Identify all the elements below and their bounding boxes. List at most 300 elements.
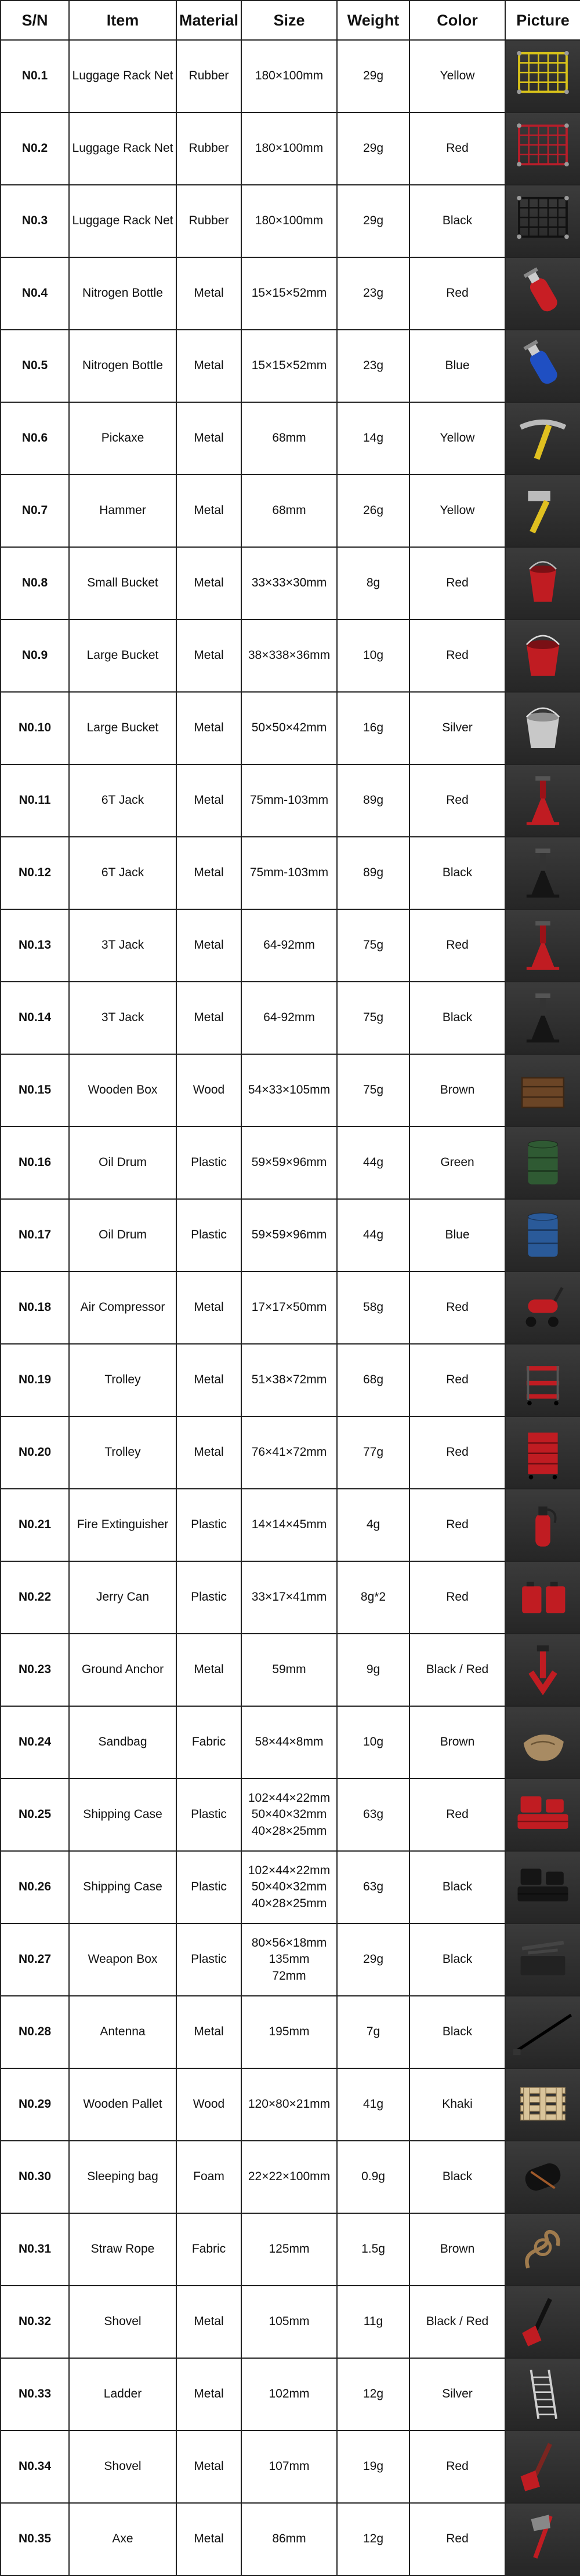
- cell-sn: N0.5: [1, 330, 69, 402]
- product-picture: [506, 475, 580, 546]
- cell-color: Khaki: [409, 2068, 505, 2141]
- cell-item: Jerry Can: [69, 1561, 176, 1634]
- product-picture: [506, 910, 580, 981]
- cell-size: [241, 1416, 337, 1489]
- cell-picture: [505, 1271, 580, 1344]
- cell-color: Black: [409, 1996, 505, 2068]
- header-color: Color: [409, 1, 505, 40]
- product-picture: [506, 765, 580, 836]
- product-picture: [506, 185, 580, 257]
- cell-sn: N0.19: [1, 1344, 69, 1416]
- product-picture: [506, 1634, 580, 1706]
- table-row: [1, 257, 580, 330]
- cell-size: [241, 2213, 337, 2286]
- cell-item: Hammer: [69, 475, 176, 547]
- cell-sn: N0.27: [1, 1923, 69, 1996]
- cell-weight: 68g: [337, 1344, 409, 1416]
- cell-size: [241, 909, 337, 982]
- cell-item: Shipping Case: [69, 1779, 176, 1851]
- cell-sn: N0.28: [1, 1996, 69, 2068]
- cell-picture: [505, 692, 580, 764]
- cell-weight: 1.5g: [337, 2213, 409, 2286]
- size-line: 40×28×25mm: [251, 1824, 327, 1838]
- cell-item: 6T Jack: [69, 764, 176, 837]
- cell-weight: 9g: [337, 1634, 409, 1706]
- size-line: 75mm-103mm: [249, 793, 329, 807]
- cell-material: Metal: [176, 547, 241, 620]
- cell-weight: 11g: [337, 2286, 409, 2358]
- cell-weight: 63g: [337, 1851, 409, 1923]
- size-line: 50×50×42mm: [251, 721, 327, 735]
- cell-sn: N0.8: [1, 547, 69, 620]
- cell-weight: 29g: [337, 40, 409, 112]
- size-line: 40×28×25mm: [251, 1896, 327, 1910]
- pickaxe-icon: [506, 403, 580, 474]
- straw-rope-icon: [506, 2214, 580, 2285]
- cell-weight: 10g: [337, 620, 409, 692]
- cell-weight: 29g: [337, 112, 409, 185]
- cell-item: Air Compressor: [69, 1271, 176, 1344]
- cell-item: Pickaxe: [69, 402, 176, 475]
- oil-drum-green-icon: [506, 1127, 580, 1198]
- cell-item: Wooden Box: [69, 1054, 176, 1127]
- cell-material: Metal: [176, 620, 241, 692]
- cell-sn: N0.31: [1, 2213, 69, 2286]
- cell-material: Rubber: [176, 40, 241, 112]
- size-line: 22×22×100mm: [248, 2170, 331, 2184]
- cell-material: Metal: [176, 402, 241, 475]
- cell-weight: 8g: [337, 547, 409, 620]
- cell-picture: [505, 2141, 580, 2213]
- header-material: Material: [176, 1, 241, 40]
- luggage-net-yellow-icon: [506, 41, 580, 112]
- cell-weight: 4g: [337, 1489, 409, 1561]
- cell-material: Metal: [176, 764, 241, 837]
- size-line: 59mm: [272, 1663, 306, 1677]
- cell-color: Red: [409, 2431, 505, 2503]
- trolley-large-icon: [506, 1417, 580, 1488]
- shipping-case-black-icon: [506, 1852, 580, 1923]
- product-picture: [506, 1852, 580, 1923]
- cell-item: Ladder: [69, 2358, 176, 2431]
- cell-material: Metal: [176, 475, 241, 547]
- cell-item: Luggage Rack Net: [69, 40, 176, 112]
- cell-color: Red: [409, 1561, 505, 1634]
- cell-weight: 23g: [337, 330, 409, 402]
- product-picture: [506, 982, 580, 1054]
- cell-material: Rubber: [176, 112, 241, 185]
- cell-item: Ground Anchor: [69, 1634, 176, 1706]
- cell-size: [241, 1127, 337, 1199]
- cell-weight: 89g: [337, 837, 409, 909]
- size-line: 80×56×18mm: [251, 1936, 327, 1950]
- product-picture: [506, 2214, 580, 2285]
- cell-size: [241, 40, 337, 112]
- cell-item: Large Bucket: [69, 692, 176, 764]
- cell-color: Red: [409, 1416, 505, 1489]
- size-line: 64-92mm: [263, 1011, 315, 1025]
- table-row: [1, 330, 580, 402]
- antenna-icon: [506, 1996, 580, 2068]
- cell-picture: [505, 2213, 580, 2286]
- header-picture: Picture: [505, 1, 580, 40]
- cell-item: Oil Drum: [69, 1127, 176, 1199]
- header-row: [1, 1, 580, 40]
- product-picture: [506, 2504, 580, 2575]
- cell-size: [241, 1199, 337, 1271]
- cell-item: Sleeping bag: [69, 2141, 176, 2213]
- size-line: 180×100mm: [255, 214, 324, 228]
- size-line: 180×100mm: [255, 69, 324, 83]
- cell-sn: N0.21: [1, 1489, 69, 1561]
- header-item: Item: [69, 1, 176, 40]
- cell-picture: [505, 2503, 580, 2575]
- table-row: [1, 982, 580, 1054]
- cell-picture: [505, 1634, 580, 1706]
- shovel-red-icon: [506, 2431, 580, 2502]
- cell-weight: 19g: [337, 2431, 409, 2503]
- cell-sn: N0.33: [1, 2358, 69, 2431]
- jack-stand-black-icon: [506, 837, 580, 909]
- cell-material: Plastic: [176, 1199, 241, 1271]
- product-picture: [506, 548, 580, 619]
- cell-picture: [505, 1561, 580, 1634]
- cell-item: Sandbag: [69, 1706, 176, 1779]
- cell-weight: 75g: [337, 982, 409, 1054]
- product-picture: [506, 1200, 580, 1271]
- cell-color: Red: [409, 1344, 505, 1416]
- size-line: 68mm: [272, 504, 306, 518]
- cell-item: Oil Drum: [69, 1199, 176, 1271]
- cell-color: Black: [409, 837, 505, 909]
- table-row: [1, 1851, 580, 1923]
- cell-picture: [505, 1344, 580, 1416]
- table-row: [1, 620, 580, 692]
- cell-size: [241, 1996, 337, 2068]
- cell-item: 6T Jack: [69, 837, 176, 909]
- table-row: [1, 2213, 580, 2286]
- table-row: [1, 2503, 580, 2575]
- cell-item: Luggage Rack Net: [69, 185, 176, 257]
- cell-sn: N0.4: [1, 257, 69, 330]
- header-weight: Weight: [337, 1, 409, 40]
- cell-size: [241, 2431, 337, 2503]
- cell-picture: [505, 837, 580, 909]
- cell-size: [241, 330, 337, 402]
- cell-sn: N0.9: [1, 620, 69, 692]
- cell-color: Red: [409, 1489, 505, 1561]
- cell-sn: N0.18: [1, 1271, 69, 1344]
- cell-size: [241, 1054, 337, 1127]
- cell-picture: [505, 2068, 580, 2141]
- cell-weight: 0.9g: [337, 2141, 409, 2213]
- cell-material: Metal: [176, 1271, 241, 1344]
- cell-picture: [505, 112, 580, 185]
- cell-size: [241, 1779, 337, 1851]
- cell-weight: 26g: [337, 475, 409, 547]
- cell-sn: N0.15: [1, 1054, 69, 1127]
- table-row: [1, 40, 580, 112]
- cell-color: Silver: [409, 2358, 505, 2431]
- oil-drum-blue-icon: [506, 1200, 580, 1271]
- table-row: [1, 2358, 580, 2431]
- cell-sn: N0.25: [1, 1779, 69, 1851]
- cell-weight: 16g: [337, 692, 409, 764]
- trolley-small-icon: [506, 1345, 580, 1416]
- cell-weight: 75g: [337, 1054, 409, 1127]
- size-line: 135mm: [269, 1952, 310, 1966]
- product-picture: [506, 403, 580, 474]
- header-size: Size: [241, 1, 337, 40]
- cell-material: Plastic: [176, 1561, 241, 1634]
- size-line: 125mm: [269, 2242, 310, 2256]
- cell-material: Fabric: [176, 2213, 241, 2286]
- cell-picture: [505, 185, 580, 257]
- table-row: [1, 402, 580, 475]
- luggage-net-black-icon: [506, 185, 580, 257]
- size-line: 102×44×22mm: [248, 1791, 331, 1805]
- cell-weight: 8g*2: [337, 1561, 409, 1634]
- cell-item: Shovel: [69, 2431, 176, 2503]
- nitrogen-bottle-blue-icon: [506, 330, 580, 402]
- cell-picture: [505, 402, 580, 475]
- cell-picture: [505, 257, 580, 330]
- product-picture: [506, 1345, 580, 1416]
- axe-icon: [506, 2504, 580, 2575]
- cell-picture: [505, 1199, 580, 1271]
- small-bucket-icon: [506, 548, 580, 619]
- large-bucket-silver-icon: [506, 693, 580, 764]
- cell-color: Black: [409, 1851, 505, 1923]
- cell-size: [241, 1271, 337, 1344]
- cell-item: 3T Jack: [69, 982, 176, 1054]
- product-picture: [506, 1562, 580, 1633]
- cell-sn: N0.22: [1, 1561, 69, 1634]
- cell-color: Red: [409, 547, 505, 620]
- cell-item: Antenna: [69, 1996, 176, 2068]
- cell-size: [241, 112, 337, 185]
- cell-color: Brown: [409, 1706, 505, 1779]
- table-row: [1, 1923, 580, 1996]
- cell-sn: N0.6: [1, 402, 69, 475]
- cell-picture: [505, 764, 580, 837]
- cell-color: Black / Red: [409, 2286, 505, 2358]
- size-line: 59×59×96mm: [251, 1156, 327, 1169]
- size-line: 58×44×8mm: [255, 1735, 324, 1749]
- cell-weight: 7g: [337, 1996, 409, 2068]
- large-bucket-red-icon: [506, 620, 580, 691]
- table-row: [1, 1127, 580, 1199]
- cell-item: Wooden Pallet: [69, 2068, 176, 2141]
- cell-picture: [505, 1706, 580, 1779]
- cell-size: [241, 1923, 337, 1996]
- cell-item: Nitrogen Bottle: [69, 330, 176, 402]
- table-row: [1, 909, 580, 982]
- size-line: 50×40×32mm: [251, 1808, 327, 1821]
- product-picture: [506, 1272, 580, 1343]
- cell-sn: N0.2: [1, 112, 69, 185]
- cell-picture: [505, 982, 580, 1054]
- product-picture: [506, 2431, 580, 2502]
- cell-item: Weapon Box: [69, 1923, 176, 1996]
- cell-material: Metal: [176, 1416, 241, 1489]
- cell-color: Red: [409, 257, 505, 330]
- luggage-net-red-icon: [506, 113, 580, 184]
- wooden-box-icon: [506, 1055, 580, 1126]
- shovel-black-red-icon: [506, 2286, 580, 2358]
- cell-weight: 14g: [337, 402, 409, 475]
- cell-material: Wood: [176, 2068, 241, 2141]
- cell-material: Wood: [176, 1054, 241, 1127]
- cell-color: Red: [409, 764, 505, 837]
- cell-material: Metal: [176, 257, 241, 330]
- cell-size: [241, 1344, 337, 1416]
- size-line: 120×80×21mm: [248, 2097, 331, 2111]
- size-line: 64-92mm: [263, 938, 315, 952]
- product-picture: [506, 1489, 580, 1561]
- product-picture: [506, 620, 580, 691]
- cell-item: 3T Jack: [69, 909, 176, 982]
- cell-weight: 63g: [337, 1779, 409, 1851]
- size-line: 76×41×72mm: [251, 1445, 327, 1459]
- cell-sn: N0.11: [1, 764, 69, 837]
- table-row: [1, 837, 580, 909]
- cell-sn: N0.1: [1, 40, 69, 112]
- cell-color: Black: [409, 2141, 505, 2213]
- cell-picture: [505, 1054, 580, 1127]
- cell-size: [241, 2503, 337, 2575]
- cell-size: [241, 2358, 337, 2431]
- cell-item: Shipping Case: [69, 1851, 176, 1923]
- cell-size: [241, 764, 337, 837]
- cell-color: Red: [409, 1271, 505, 1344]
- table-row: [1, 547, 580, 620]
- cell-sn: N0.26: [1, 1851, 69, 1923]
- cell-material: Rubber: [176, 185, 241, 257]
- cell-item: Axe: [69, 2503, 176, 2575]
- ladder-icon: [506, 2359, 580, 2430]
- size-line: 15×15×52mm: [251, 286, 327, 300]
- cell-size: [241, 620, 337, 692]
- cell-size: [241, 692, 337, 764]
- cell-material: Plastic: [176, 1851, 241, 1923]
- cell-item: Trolley: [69, 1344, 176, 1416]
- wooden-pallet-icon: [506, 2069, 580, 2140]
- table-row: [1, 1489, 580, 1561]
- cell-material: Fabric: [176, 1706, 241, 1779]
- sandbag-icon: [506, 1707, 580, 1778]
- cell-sn: N0.32: [1, 2286, 69, 2358]
- product-picture: [506, 2286, 580, 2358]
- cell-picture: [505, 1489, 580, 1561]
- table-row: [1, 475, 580, 547]
- table-row: [1, 185, 580, 257]
- cell-picture: [505, 475, 580, 547]
- cell-material: Foam: [176, 2141, 241, 2213]
- cell-weight: 89g: [337, 764, 409, 837]
- cell-item: Nitrogen Bottle: [69, 257, 176, 330]
- cell-material: Metal: [176, 2286, 241, 2358]
- size-line: 14×14×45mm: [251, 1518, 327, 1532]
- cell-size: [241, 475, 337, 547]
- fire-extinguisher-icon: [506, 1489, 580, 1561]
- jack-stand-black-icon: [506, 982, 580, 1054]
- cell-sn: N0.3: [1, 185, 69, 257]
- cell-material: Plastic: [176, 1127, 241, 1199]
- cell-weight: 29g: [337, 185, 409, 257]
- size-line: 51×38×72mm: [251, 1373, 327, 1387]
- cell-weight: 12g: [337, 2358, 409, 2431]
- cell-material: Metal: [176, 837, 241, 909]
- cell-sn: N0.14: [1, 982, 69, 1054]
- cell-picture: [505, 547, 580, 620]
- size-line: 195mm: [269, 2025, 310, 2039]
- jack-stand-red-icon: [506, 765, 580, 836]
- cell-weight: 23g: [337, 257, 409, 330]
- cell-weight: 12g: [337, 2503, 409, 2575]
- size-line: 50×40×32mm: [251, 1880, 327, 1894]
- sleeping-bag-icon: [506, 2141, 580, 2213]
- product-picture: [506, 2359, 580, 2430]
- size-line: 105mm: [269, 2315, 310, 2329]
- table-row: [1, 1271, 580, 1344]
- jack-stand-red-icon: [506, 910, 580, 981]
- cell-sn: N0.20: [1, 1416, 69, 1489]
- product-picture: [506, 1055, 580, 1126]
- product-picture: [506, 1127, 580, 1198]
- table-row: [1, 2068, 580, 2141]
- cell-weight: 29g: [337, 1923, 409, 1996]
- cell-color: Blue: [409, 330, 505, 402]
- size-line: 54×33×105mm: [248, 1083, 331, 1097]
- cell-material: Metal: [176, 982, 241, 1054]
- size-line: 38×338×36mm: [248, 648, 331, 662]
- cell-size: [241, 982, 337, 1054]
- size-line: 107mm: [269, 2460, 310, 2473]
- cell-size: [241, 1489, 337, 1561]
- table-row: [1, 1634, 580, 1706]
- air-compressor-icon: [506, 1272, 580, 1343]
- cell-material: Metal: [176, 2431, 241, 2503]
- cell-weight: 10g: [337, 1706, 409, 1779]
- cell-picture: [505, 620, 580, 692]
- table-row: [1, 2431, 580, 2503]
- cell-size: [241, 2141, 337, 2213]
- cell-sn: N0.35: [1, 2503, 69, 2575]
- cell-size: [241, 185, 337, 257]
- cell-color: Black: [409, 982, 505, 1054]
- cell-picture: [505, 330, 580, 402]
- cell-sn: N0.16: [1, 1127, 69, 1199]
- cell-picture: [505, 1923, 580, 1996]
- cell-size: [241, 402, 337, 475]
- jerry-can-icon: [506, 1562, 580, 1633]
- product-picture: [506, 1779, 580, 1850]
- cell-material: Metal: [176, 2358, 241, 2431]
- cell-picture: [505, 2431, 580, 2503]
- cell-color: Yellow: [409, 40, 505, 112]
- cell-item: Fire Extinguisher: [69, 1489, 176, 1561]
- cell-color: Brown: [409, 1054, 505, 1127]
- cell-size: [241, 547, 337, 620]
- table-row: [1, 1706, 580, 1779]
- cell-color: Red: [409, 1779, 505, 1851]
- cell-weight: 41g: [337, 2068, 409, 2141]
- cell-material: Plastic: [176, 1923, 241, 1996]
- product-picture: [506, 2141, 580, 2213]
- nitrogen-bottle-red-icon: [506, 258, 580, 329]
- size-line: 102mm: [269, 2387, 310, 2401]
